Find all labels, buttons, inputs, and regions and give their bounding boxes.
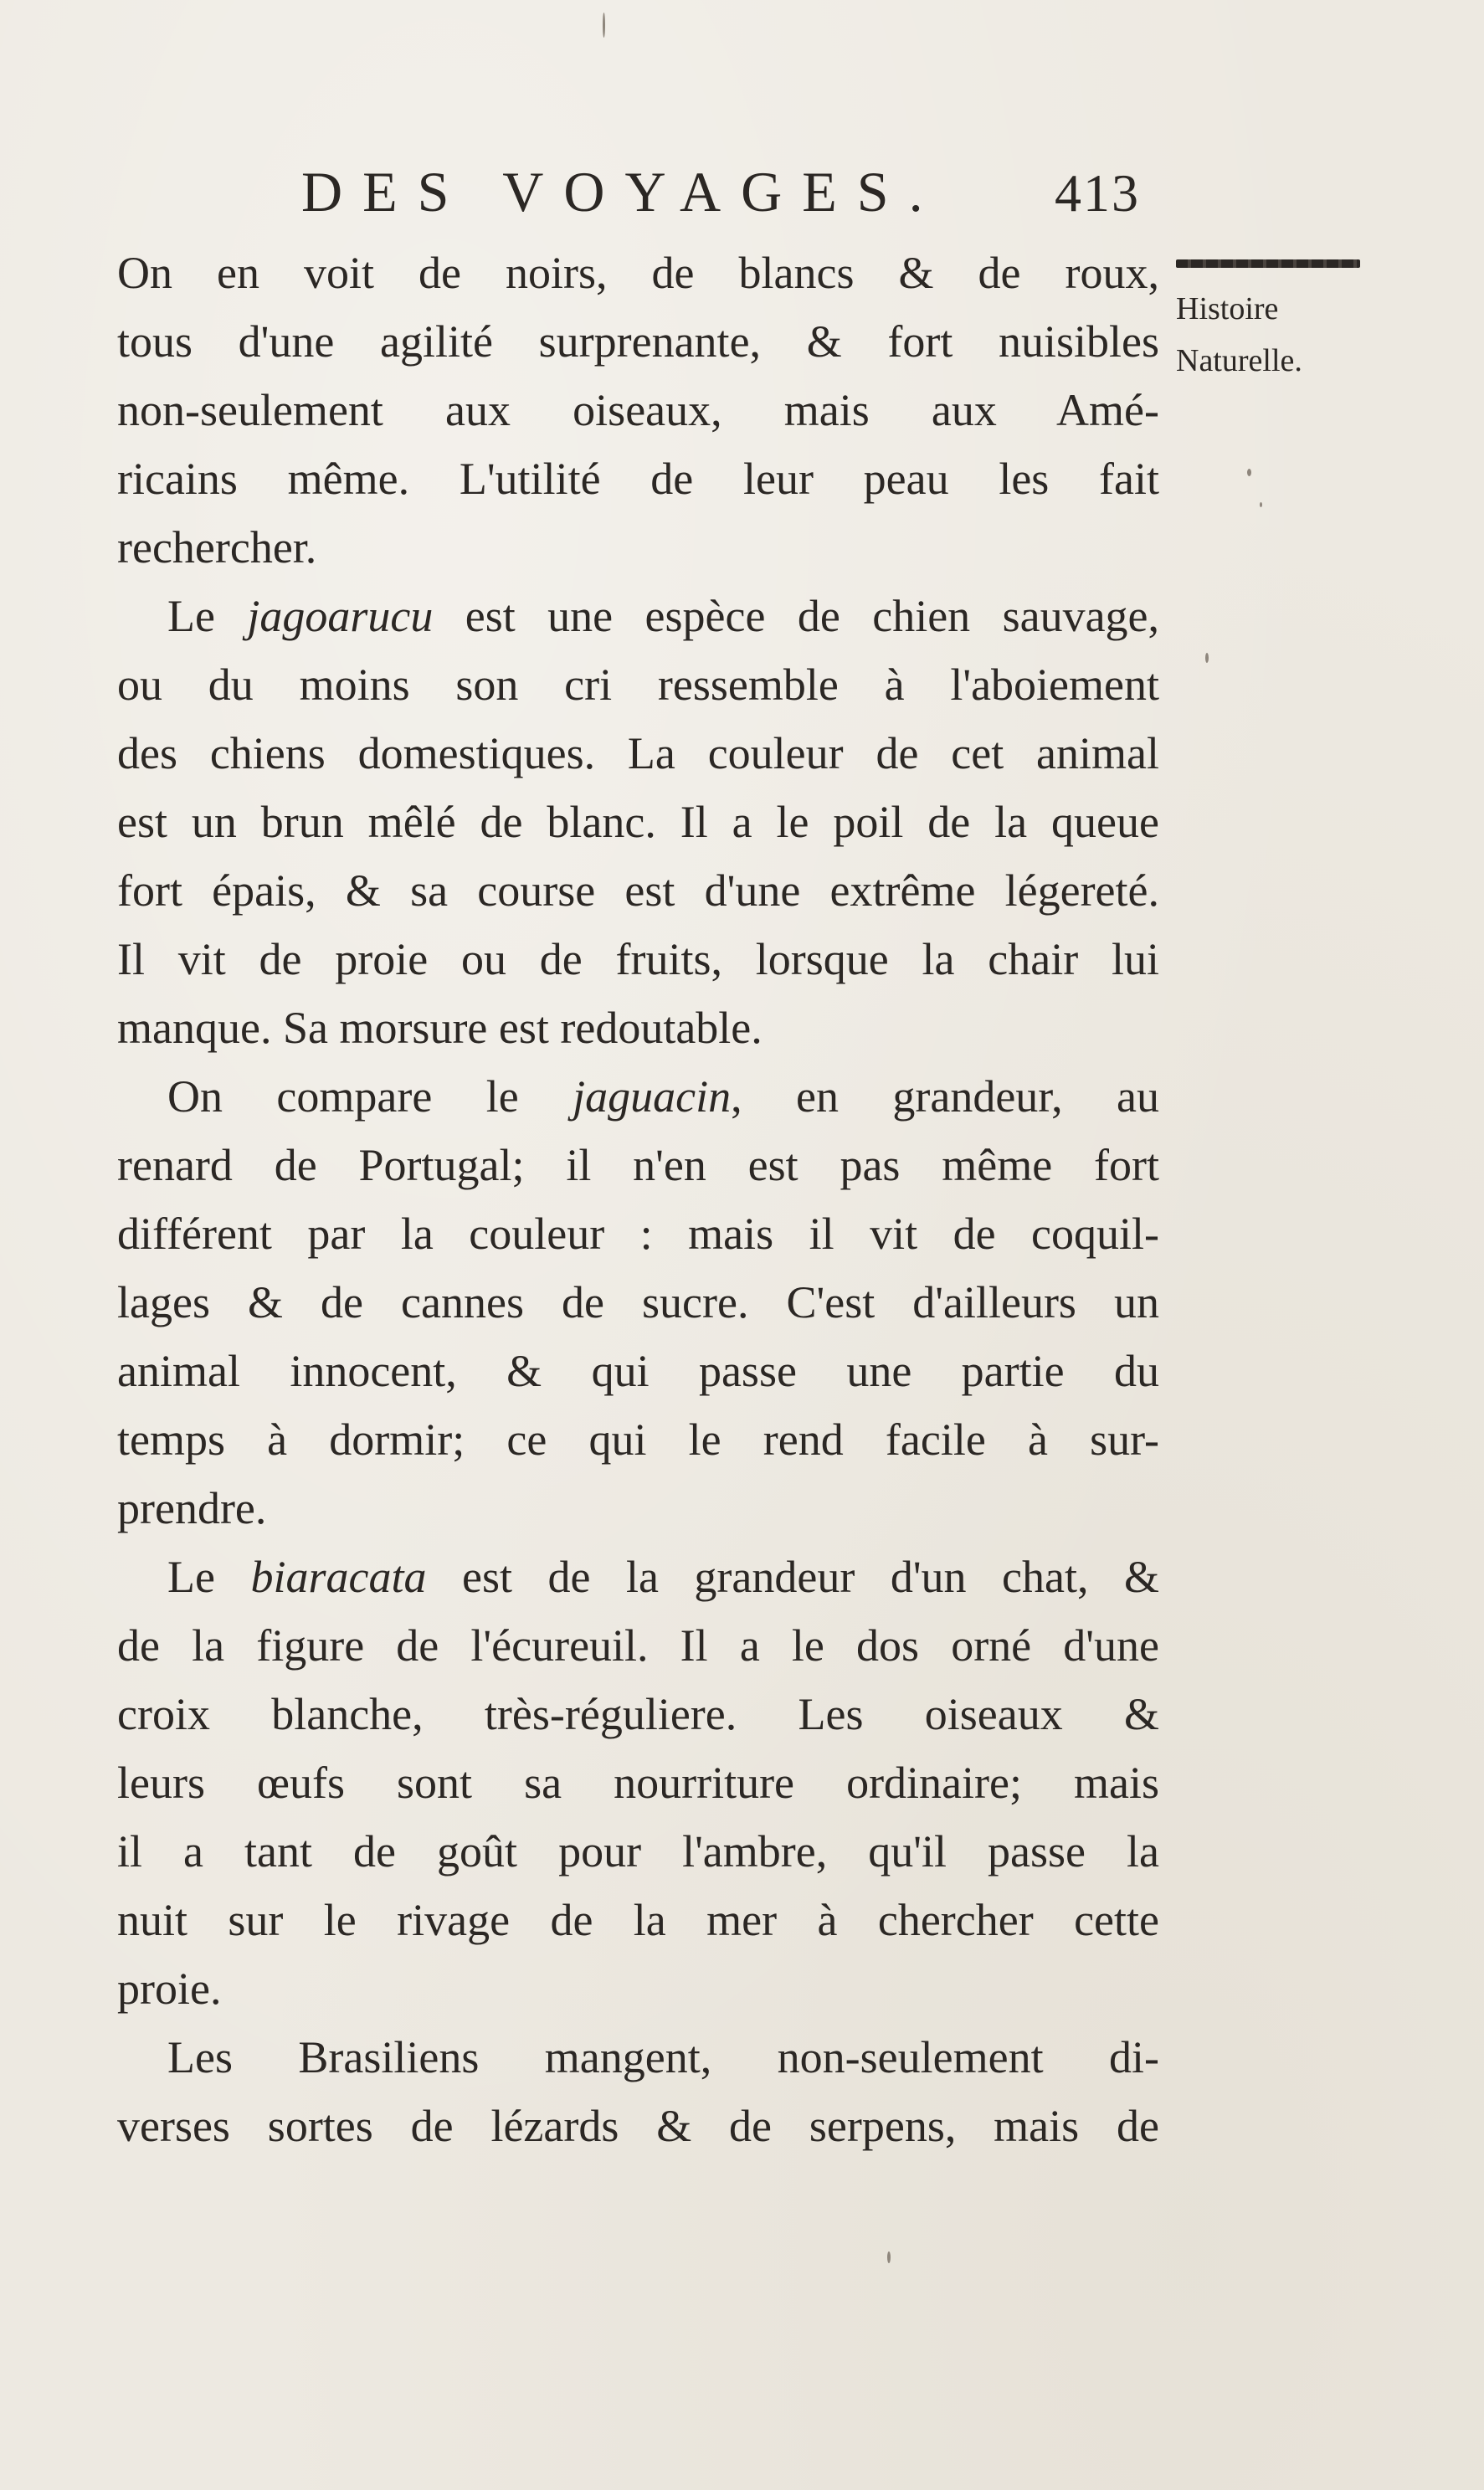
text-span: Le — [167, 1552, 251, 1602]
marginal-note-line: Naturelle. — [1176, 343, 1302, 378]
text-span: On compare le — [167, 1071, 573, 1122]
text-span: Le — [167, 591, 248, 641]
text-line: manque. Sa morsure est redoutable. — [117, 1003, 763, 1053]
text-line: temps à dormir; ce qui le rend facile à sur- — [117, 1414, 1159, 1465]
text-line — [117, 582, 1159, 650]
text-line: non-seulement aux oiseaux, mais aux Amé- — [117, 385, 1159, 435]
text-line: tous d'une agilité surprenante, & fort nuisibles — [117, 316, 1159, 367]
text-line: croix blanche, très-réguliere. Les oiseaux & — [117, 1689, 1159, 1739]
text-line: nuit sur le rivage de la mer à chercher cette — [117, 1895, 1159, 1945]
text-line: renard de Portugal; il n'en est pas même fort — [117, 1140, 1159, 1190]
text-line: est un brun mêlé de blanc. Il a le poil de la queue — [117, 797, 1159, 847]
running-head: DES VOYAGES. — [301, 160, 943, 223]
text-line: il a tant de goût pour l'ambre, qu'il passe la — [117, 1826, 1159, 1876]
marginal-note-line: Histoire — [1176, 291, 1279, 326]
species-name: jagoarucu — [247, 591, 434, 641]
text-line — [117, 1062, 1159, 1131]
text-line: rechercher. — [117, 522, 317, 572]
text-line: Il vit de proie ou de fruits, lorsque la chair lui — [117, 934, 1159, 984]
page-header — [301, 151, 1172, 226]
marginal-rule — [1176, 259, 1360, 268]
text-line: ricains même. L'utilité de leur peau les fait — [117, 454, 1159, 504]
text-span: est de la grandeur d'un chat, & — [426, 1552, 1159, 1602]
species-name: biaracata — [250, 1552, 427, 1602]
body-text — [117, 239, 1159, 2151]
text-line: différent par la couleur : mais il vit de coquil- — [117, 1209, 1159, 1259]
text-line — [117, 1543, 1159, 1611]
text-line: leurs œufs sont sa nourriture ordinaire; mais — [117, 1758, 1159, 1808]
text-line: prendre. — [117, 1483, 267, 1533]
text-line: fort épais, & sa course est d'une extrême légereté. — [117, 865, 1159, 916]
species-name: jaguacin — [573, 1071, 732, 1122]
text-line: proie. — [117, 1964, 222, 2014]
marginal-note — [1176, 251, 1368, 387]
text-line: lages & de cannes de sucre. C'est d'ailleurs un — [117, 1277, 1159, 1327]
text-line: animal innocent, & qui passe une partie du — [117, 1346, 1159, 1396]
text-line: des chiens domestiques. La couleur de cet animal — [117, 728, 1159, 778]
text-line: Les Brasiliens mangent, non-seulement di- — [167, 2032, 1159, 2082]
text-span: , en grandeur, au — [731, 1071, 1159, 1122]
text-line: de la figure de l'écureuil. Il a le dos orné d'une — [117, 1620, 1159, 1671]
text-line: ou du moins son cri ressemble à l'aboiement — [117, 660, 1159, 710]
text-span: est une espèce de chien sauvage, — [433, 591, 1159, 641]
text-line: On en voit de noirs, de blancs & de roux, — [117, 248, 1159, 298]
page-number: 413 — [1055, 163, 1140, 223]
text-line: verses sortes de lézards & de serpens, mais de — [117, 2101, 1159, 2151]
